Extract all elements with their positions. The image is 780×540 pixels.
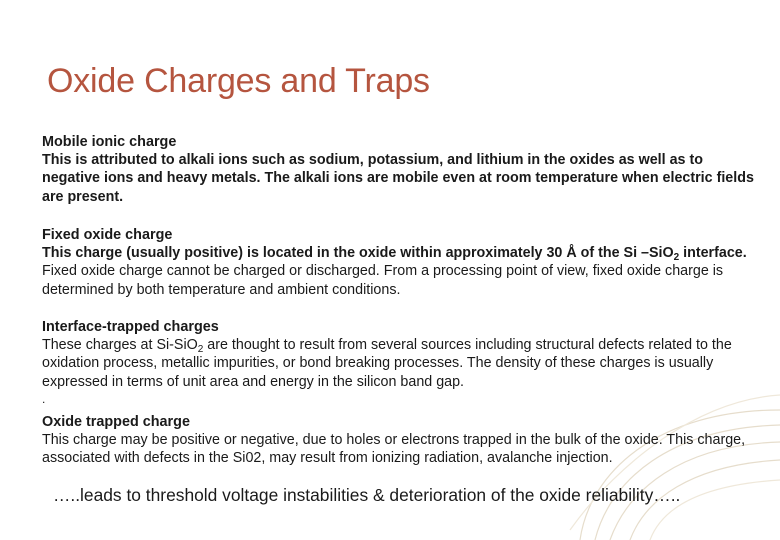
body-text: are thought to result from several sources including structural defects related to the oxidation process, metallic impurities, or bond breaking processes. The density of these charges is usually expressed in terms of unit area and energy in the silicon band gap. (42, 337, 732, 390)
section-heading: Fixed oxide charge (42, 227, 173, 243)
section-body (42, 336, 764, 391)
slide-title: Oxide Charges and Traps (47, 62, 430, 100)
section-heading: Oxide trapped charge (42, 414, 190, 430)
conclusion-text: …..leads to threshold voltage instabilities & deterioration of the oxide reliability….. (53, 485, 681, 505)
section-mobile-ionic-charge (42, 133, 764, 206)
section-body: This charge may be positive or negative, due to holes or electrons trapped in the bulk of the oxide. This charge, associated with defects in the Si02, may result from ionizing radiation, avalanche injection. (42, 432, 746, 467)
section-oxide-trapped-charge (42, 413, 764, 468)
section-fixed-oxide-charge (42, 226, 764, 299)
section-interface-trapped-charges (42, 318, 764, 391)
section-heading: Interface-trapped charges (42, 319, 219, 335)
section-heading: Mobile ionic charge (42, 134, 177, 150)
body-text: interface. (679, 245, 747, 261)
subscript: 2 (673, 252, 680, 263)
stray-mark: . (42, 392, 46, 406)
subscript: 2 (197, 344, 204, 355)
section-body (42, 244, 764, 299)
section-body: This is attributed to alkali ions such as sodium, potassium, and lithium in the oxides as well as to negative ions and heavy metals. The alkali ions are mobile even at room temperature when electric fields are present. (42, 152, 754, 205)
body-text: These charges at Si-SiO (42, 337, 198, 353)
body-text: This charge (usually positive) is located in the oxide within approximately 30 Å of the Si –SiO (42, 245, 674, 261)
section-body-line-1 (42, 244, 764, 262)
section-body-line-2: Fixed oxide charge cannot be charged or discharged. From a processing point of view, fixed oxide charge is determined by both temperature and ambient conditions. (42, 263, 724, 298)
